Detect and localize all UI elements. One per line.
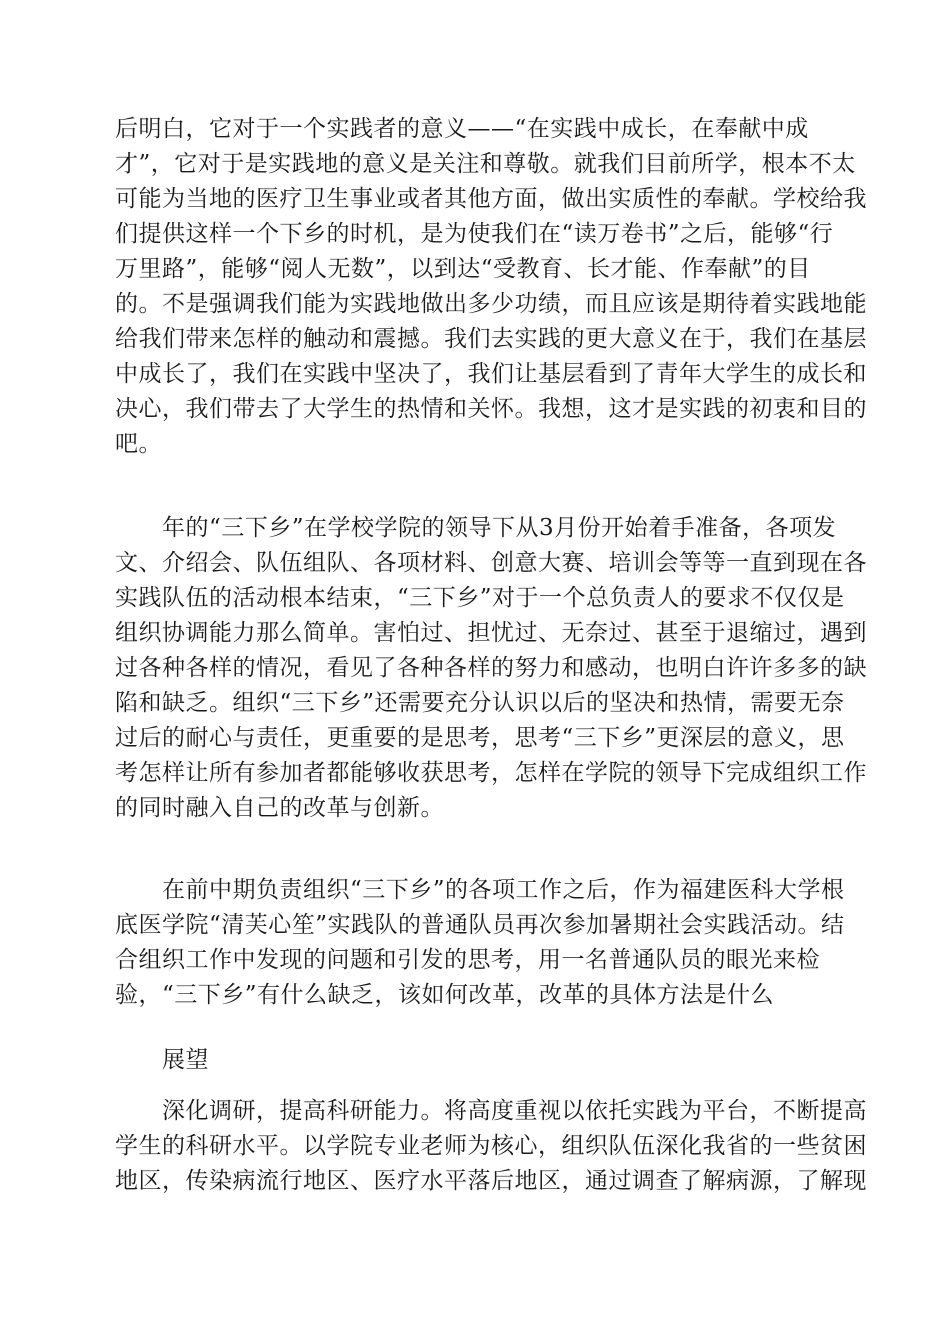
- text-line: 可能为当地的医疗卫生事业或者其他方面，做出实质性的奉献。学校给我: [115, 186, 867, 212]
- text-line: 万里路”，能够“阅人无数”，以到达“受教育、长才能、作奉献”的目: [115, 256, 811, 282]
- text-line: 验，“三下乡”有什么缺乏，该如何改革，改革的具体方法是什么: [115, 982, 775, 1008]
- text-line: 考怎样让所有参加者都能够收获思考，怎样在学院的领导下完成组织工作: [115, 760, 867, 786]
- text-line: 文、介绍会、队伍组队、各项材料、创意大赛、培训会等等一直到现在各: [115, 550, 867, 576]
- text-line: 地区，传染病流行地区、医疗水平落后地区，通过调查了解病源，了解现: [115, 1168, 867, 1194]
- heading-text: 展望: [162, 1047, 209, 1073]
- text-line: 年的“三下乡”在学校学院的领导下从3月份开始着手准备，各项发: [162, 515, 837, 541]
- text-line: 后明白，它对于一个实践者的意义——“在实践中成长，在奉献中成: [115, 116, 809, 142]
- text-line: 学生的科研水平。以学院专业老师为核心，组织队伍深化我省的一些贫困: [115, 1133, 867, 1159]
- text-line: 中成长了，我们在实践中坚决了，我们让基层看到了青年大学生的成长和: [115, 361, 867, 387]
- text-line: 才”，它对于是实践地的意义是关注和尊敬。就我们目前所学，根本不太: [115, 151, 856, 177]
- text-line: 决心，我们带去了大学生的热情和关怀。我想，这才是实践的初衷和目的: [115, 396, 867, 422]
- text-line: 实践队伍的活动根本结束，“三下乡”对于一个总负责人的要求不仅仅是: [115, 585, 845, 611]
- text-line: 的。不是强调我们能为实践地做出多少功绩，而且应该是期待着实践地能: [115, 291, 867, 317]
- text-line: 过后的耐心与责任，更重要的是思考，思考“三下乡”更深层的意义，思: [115, 725, 845, 751]
- text-line: 底医学院“清芙心笙”实践队的普通队员再次参加暑期社会实践活动。结: [115, 912, 845, 938]
- text-line: 组织协调能力那么简单。害怕过、担忧过、无奈过、甚至于退缩过，遇到: [115, 620, 867, 646]
- text-line: 过各种各样的情况，看见了各种各样的努力和感动，也明白许许多多的缺: [115, 655, 867, 681]
- text-line: 们提供这样一个下乡的时机，是为使我们在“读万卷书”之后，能够“行: [115, 221, 834, 247]
- text-line: 深化调研，提高科研能力。将高度重视以依托实践为平台，不断提高: [162, 1098, 867, 1124]
- text-line: 陷和缺乏。组织“三下乡”还需要充分认识以后的坚决和热情，需要无奈: [115, 690, 845, 716]
- text-line: 吧。: [115, 431, 162, 457]
- text-line: 给我们带来怎样的触动和震撼。我们去实践的更大意义在于，我们在基层: [115, 326, 867, 352]
- text-line: 合组织工作中发现的问题和引发的思考，用一名普通队员的眼光来检: [115, 947, 820, 973]
- text-line: 的同时融入自己的改革与创新。: [115, 795, 444, 821]
- text-line: 在前中期负责组织“三下乡”的各项工作之后，作为福建医科大学根: [162, 877, 845, 903]
